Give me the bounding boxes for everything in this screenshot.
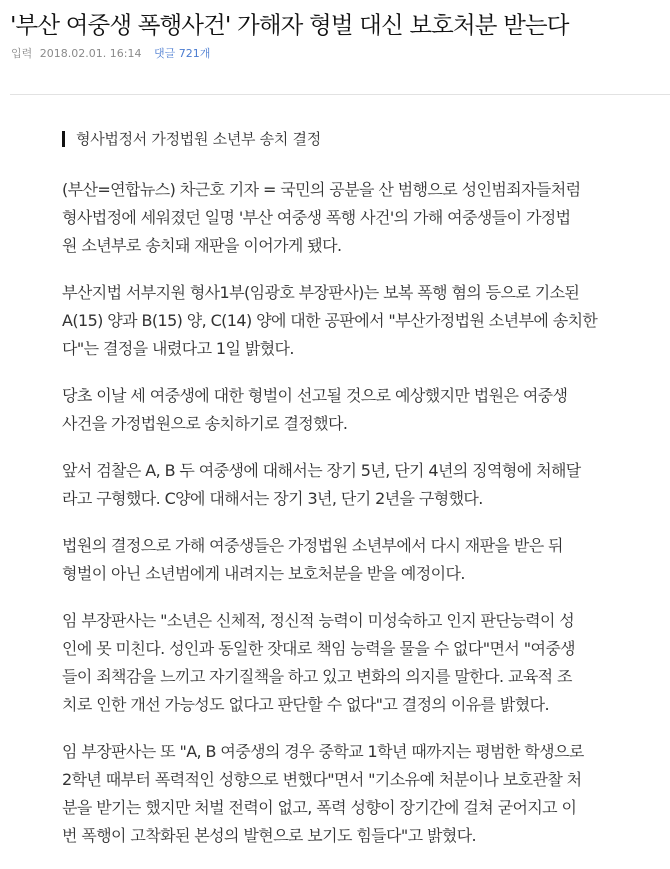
- article-meta: [11, 45, 210, 61]
- article-paragraph: [62, 607, 667, 719]
- paragraph-line: 들이 죄책감을 느끼고 자기질책을 하고 있고 변화의 의지를 말한다. 교육적 조: [62, 667, 572, 686]
- comments-link[interactable]: 댓글 721개: [153, 47, 211, 60]
- paragraph-line: 형사법정에 세워졌던 일명 '부산 여중생 폭행 사건'의 가해 여중생들이 가정법: [62, 208, 571, 227]
- paragraph-line: 치로 인한 개선 가능성도 없다고 판단할 수 없다"고 결정의 이유를 밝혔다.: [62, 695, 549, 714]
- paragraph-line: 형벌이 아닌 소년범에게 내려지는 보호처분을 받을 예정이다.: [62, 564, 465, 583]
- article-paragraph: [62, 532, 667, 588]
- article-paragraph: [62, 382, 667, 438]
- article-body: [62, 176, 667, 869]
- paragraph-line: 다"는 결정을 내렸다고 1일 밝혔다.: [62, 339, 294, 358]
- article-paragraph: [62, 738, 667, 850]
- paragraph-line: 임 부장판사는 또 "A, B 여중생의 경우 중학교 1학년 때까지는 평범한 학생으로: [62, 742, 584, 761]
- paragraph-line: (부산=연합뉴스) 차근호 기자 = 국민의 공분을 산 범행으로 성인범죄자들처럼: [62, 180, 581, 199]
- paragraph-line: 당초 이날 세 여중생에 대한 형벌이 선고될 것으로 예상했지만 법원은 여중생: [62, 386, 568, 405]
- paragraph-line: 분을 받기는 했지만 처벌 전력이 없고, 폭력 성향이 장기간에 걸쳐 굳어지고 이: [62, 798, 577, 817]
- input-label: 입력: [11, 47, 33, 60]
- article-paragraph: [62, 176, 667, 260]
- paragraph-line: 인에 못 미친다. 성인과 동일한 잣대로 책임 능력을 물을 수 없다"면서 "여중생: [62, 639, 576, 658]
- paragraph-line: 원 소년부로 송치돼 재판을 이어가게 됐다.: [62, 236, 342, 255]
- publish-date: 2018.02.01. 16:14: [39, 47, 142, 60]
- paragraph-line: 번 폭행이 고착화된 본성의 발현으로 보기도 힘들다"고 밝혔다.: [62, 826, 477, 845]
- article-subtitle: 형사법정서 가정법원 소년부 송치 결정: [62, 131, 321, 147]
- paragraph-line: A(15) 양과 B(15) 양, C(14) 양에 대한 공판에서 "부산가정법원 소년부에 송치한: [62, 311, 598, 330]
- headline: '부산 여중생 폭행사건' 가해자 형벌 대신 보호처분 받는다: [10, 11, 569, 39]
- paragraph-line: 라고 구형했다. C양에 대해서는 장기 3년, 단기 2년을 구형했다.: [62, 489, 483, 508]
- paragraph-line: 임 부장판사는 "소년은 신체적, 정신적 능력이 미성숙하고 인지 판단능력이 성: [62, 611, 575, 630]
- paragraph-line: 앞서 검찰은 A, B 두 여중생에 대해서는 장기 5년, 단기 4년의 징역형에 처해달: [62, 461, 581, 480]
- header-divider: [10, 94, 670, 95]
- paragraph-line: 부산지법 서부지원 형사1부(임광호 부장판사)는 보복 폭행 혐의 등으로 기소된: [62, 283, 580, 302]
- article-paragraph: [62, 279, 667, 363]
- paragraph-line: 법원의 결정으로 가해 여중생들은 가정법원 소년부에서 다시 재판을 받은 뒤: [62, 536, 563, 555]
- paragraph-line: 2학년 때부터 폭력적인 성향으로 변했다"면서 "기소유예 처분이나 보호관찰 처: [62, 770, 582, 789]
- paragraph-line: 사건을 가정법원으로 송치하기로 결정했다.: [62, 414, 348, 433]
- article-paragraph: [62, 457, 667, 513]
